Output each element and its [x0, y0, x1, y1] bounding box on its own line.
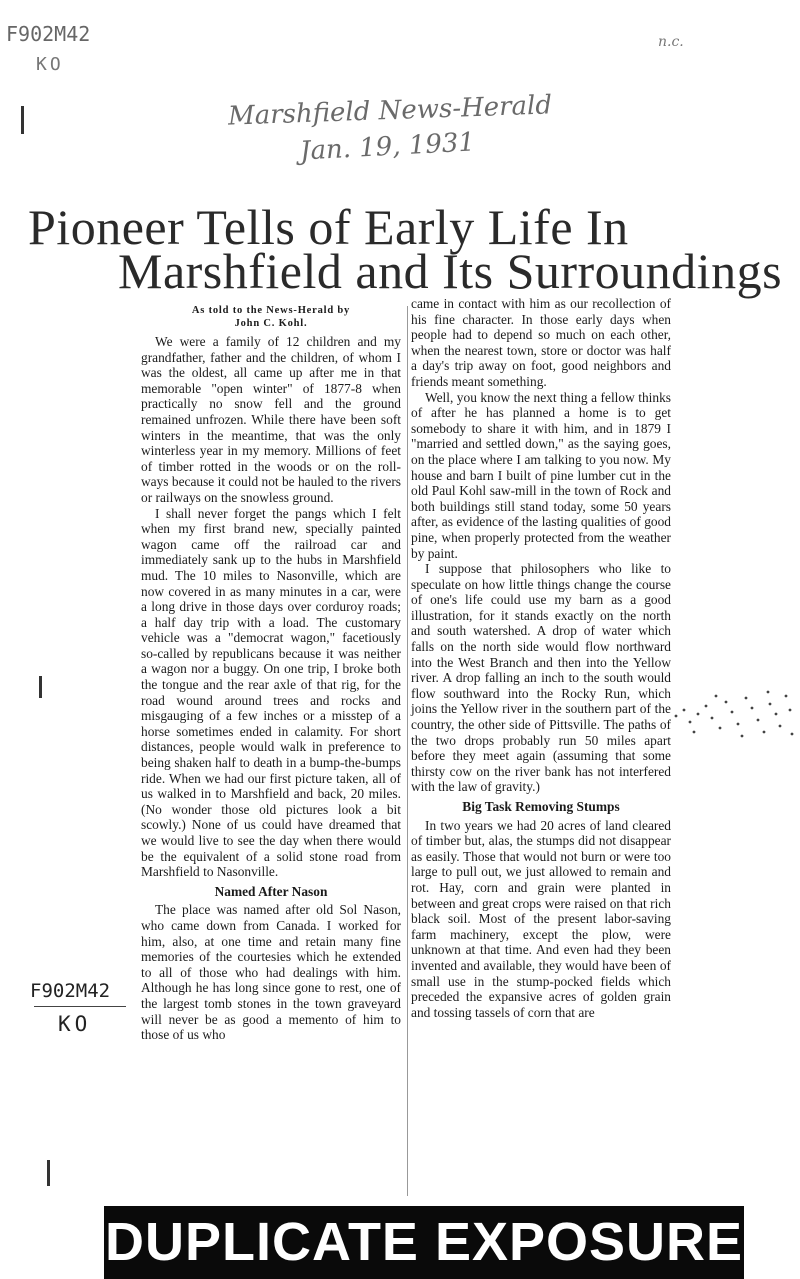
- margin-note-top: F902M42: [30, 980, 111, 1002]
- article-paragraph: We were a family of 12 children and my grandfather, father and the children, of whom I was the oldest, all came up after me in that memorable "open winter" of 1877-8 when practically no snow fell and the ground remained unfrozen. While there have been soft winters in the meantime, that was the only winterless year in my memory. Millions of feet of timber rotted in the woods or on the roll-ways because it could not be hauled to the rivers or railways on the snowless ground.: [141, 334, 401, 505]
- article-paragraph: Well, you know the next thing a fellow thinks of after he has planned a home is to get somebody to share it with him, and in 1879 I "married and settled down," as the saying goes, on the place where I am talking to you now. My house and barn I built of pine lumber cut in the old Paul Kohl saw-mill in the town of Rock and both buildings still stand today, some 50 years after, as evidence of the lasting qualities of good pine, when properly protected from the weather by paint.: [411, 389, 671, 561]
- article-paragraph: I suppose that philosophers who like to speculate on how little things change the course of one's life could use my barn as a good illustration, for it stands exactly on the north and south watershed. A drop of water which falls on the north side would flow northward into the West Branch and then into the Yellow river. A drop falling an inch to the south would flow southward into the Rocky Run, which joins the Yellow river in the southern part of the country, the other side of Pittsville. The paths of the two drops probably run 50 miles apart before they meet again (assuming that some thirsty cow on the river bank has not interfered with the law of gravity.): [411, 561, 671, 795]
- article-paragraph: In two years we had 20 acres of land cleared of timber but, alas, the stumps did not disappear as easily. Those that would not burn or were too large to pull out, we just allowed to remain and rot. Hay, corn and grain were planted in between and great crops were raised on that rich black soil. Most of the present labor-saving farm machinery, except the plow, were unknown at that time. And even had they been invented and available, they would have been of small use in the stump-pocked fields which preceded the expansive acres of golden grain and tossing tassels of corn that are: [411, 817, 671, 1020]
- headline-line-1: Pioneer Tells of Early Life In: [28, 199, 629, 255]
- article-paragraph: I shall never forget the pangs which I felt when my first brand new, specially painted wagon came off the railroad car and immediately sank up to the hubs in Marshfield mud. The 10 miles to Nasonville, which are now covered in as many minutes in a car, were a long drive in those days over corduroy roads; a half day trip with a load. The customary vehicle was a "democrat wagon," facetiously so-called by republicans because it was neither a wagon nor a buggy. On one trip, I broke both the tongue and the rear axle of that rig, for the road wound around trees and rocks and misgauging of a few inches or a misstep of a horse sometimes ended in calamity. For short distances, people would walk in preference to being shaken half to death in a bump-the-bumps ride. When we had our first picture taken, all of us walked in to Marshfield and back, 20 miles. (No wonder those old pictures look a bit scowly.) None of us could have dreamed that we would live to see the day when there would be the equivalent of a solid stone road from Marshfield to Nasonville.: [141, 505, 401, 880]
- scan-dots: [668, 688, 796, 744]
- duplicate-exposure-stamp: DUPLICATE EXPOSURE: [104, 1206, 744, 1279]
- corner-note-bottom: KO: [36, 54, 64, 75]
- left-column: [141, 304, 401, 1043]
- edge-mark: [39, 676, 42, 698]
- byline: [141, 304, 401, 330]
- right-column: [411, 296, 671, 1020]
- article-paragraph: came in contact with him as our recollection of his fine character. In those early days when people had to depend so much on each other, when the nearest town, store or doctor was half a day's trip away on foot, good neighbors and friends meant something.: [411, 296, 671, 389]
- edge-mark: [47, 1160, 50, 1186]
- edge-mark: [21, 106, 24, 134]
- byline-line-1: As told to the News-Herald by: [191, 305, 351, 316]
- corner-mark: n.c.: [658, 34, 684, 50]
- clipping-source: Marshfield News-Herald: [227, 90, 553, 132]
- subhead-big-task-removing-stumps: Big Task Removing Stumps: [462, 799, 620, 814]
- column-divider: [407, 306, 408, 1196]
- clipping-date: Jan. 19, 1931: [299, 127, 476, 167]
- headline-line-2: Marshfield and Its Surroundings: [118, 243, 783, 299]
- article-paragraph: The place was named after old Sol Nason, who came down from Canada. I worked for him, also, at one time and retain many fine memories of the courtesies which he extended to all of those who had dealings with him. Although he has long since gone to rest, one of the largest tomb stones in the town graveyard will never be as good a memento of him to those of us who: [141, 902, 401, 1043]
- subhead-named-after-nason: Named After Nason: [214, 883, 328, 899]
- byline-line-2: John C. Kohl.: [234, 318, 308, 329]
- margin-note-underline: [34, 1006, 126, 1007]
- margin-note-bottom: KO: [58, 1012, 92, 1036]
- corner-note-top: F902M42: [6, 22, 91, 46]
